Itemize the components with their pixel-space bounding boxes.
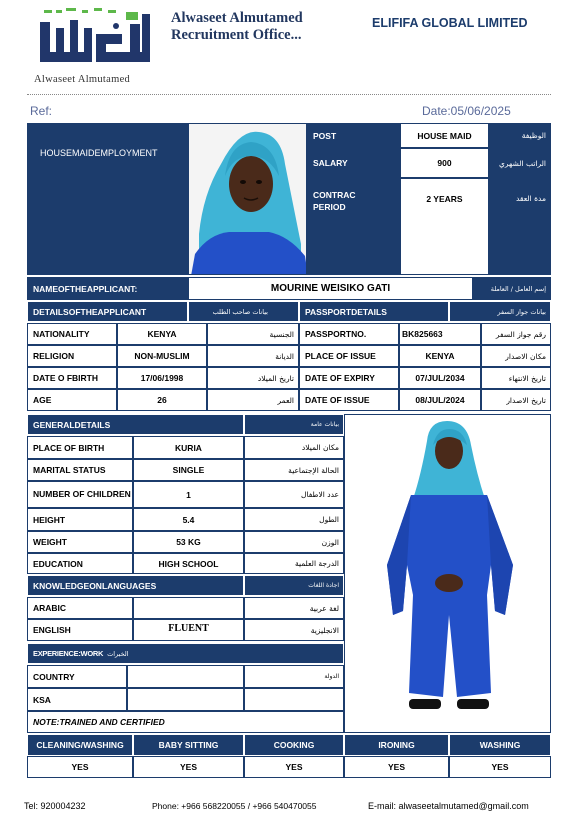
languages-header-ar-text: اجادة اللغات <box>308 582 339 589</box>
contract-value-text: 2 YEARS <box>426 194 463 204</box>
general-header-ar <box>244 414 344 435</box>
language-arabic-value <box>133 597 244 619</box>
contract-label <box>307 178 400 275</box>
detail-label: AGE <box>27 389 117 411</box>
passport-label: PLACE OF ISSUE <box>299 345 399 367</box>
logo-text: Alwaseet Almutamed <box>34 74 131 85</box>
general-label: PLACE OF BIRTH <box>27 436 133 459</box>
detail-ar: العمر <box>207 389 299 411</box>
language-english-value: FLUENT <box>133 619 244 641</box>
experience-ksa-label: KSA <box>27 688 127 711</box>
experience-country-ar: الدولة <box>244 665 344 688</box>
skill-name: WASHING <box>449 734 551 756</box>
passport-label: DATE OF ISSUE <box>299 389 399 411</box>
languages-header: KNOWLEDGEONLANGUAGES <box>27 575 244 596</box>
general-ar: الوزن <box>244 531 344 553</box>
detail-value: 17/06/1998 <box>117 367 207 389</box>
footer-phone: Phone: +966 568220055 / +966 540470055 <box>152 801 317 811</box>
applicant-name-ar: إسم العامل / العاملة <box>473 277 551 300</box>
passport-label: DATE OF EXPIRY <box>299 367 399 389</box>
company-name-line2: Recruitment Office... <box>171 27 302 43</box>
post-ar: الوظيفة <box>489 123 551 148</box>
passport-value: KENYA <box>399 345 481 367</box>
contract-ar-text: مدة العقد <box>516 194 546 203</box>
skill-value: YES <box>133 756 244 778</box>
header-divider <box>27 94 551 95</box>
general-ar: عدد الاطفال <box>244 481 344 508</box>
title-block <box>27 123 188 275</box>
experience-country-value <box>127 665 244 688</box>
general-value: 53 KG <box>133 531 244 553</box>
experience-ksa-ar <box>244 688 344 711</box>
experience-header-ar: الخبرات <box>107 649 129 658</box>
general-ar: مكان الميلاد <box>244 436 344 459</box>
experience-country-label: COUNTRY <box>27 665 127 688</box>
detail-label: RELIGION <box>27 345 117 367</box>
detail-label: DATE O FBIRTH <box>27 367 117 389</box>
ref-label: Ref: <box>30 104 53 118</box>
detail-value: KENYA <box>117 323 207 345</box>
detail-value: 26 <box>117 389 207 411</box>
skill-name: COOKING <box>244 734 344 756</box>
general-label: NUMBER OF CHILDREN <box>27 481 133 508</box>
passport-label: PASSPORTNO. <box>299 323 399 345</box>
details-header-right: PASSPORTDETAILS <box>299 301 449 322</box>
footer-tel: Tel: 920004232 <box>24 801 86 811</box>
experience-note: NOTE:TRAINED AND CERTIFIED <box>27 711 344 733</box>
skill-value: YES <box>449 756 551 778</box>
general-value: 1 <box>133 481 244 508</box>
details-header-left-ar <box>188 301 299 322</box>
language-arabic-label: ARABIC <box>27 597 133 619</box>
date-label: Date:05/06/2025 <box>422 104 511 118</box>
detail-label: NATIONALITY <box>27 323 117 345</box>
passport-ar: رقم جواز السفر <box>481 323 551 345</box>
passport-value: 08/JUL/2024 <box>399 389 481 411</box>
contract-ar <box>489 178 551 275</box>
company-name <box>171 10 341 44</box>
contract-label-text: CONTRAC PERIOD <box>313 190 356 212</box>
logo-mark-icon <box>34 6 159 68</box>
general-value: 5.4 <box>133 508 244 531</box>
skill-name: CLEANING/WASHING <box>27 734 133 756</box>
language-english-label: ENGLISH <box>27 619 133 641</box>
general-label: EDUCATION <box>27 553 133 574</box>
contract-value <box>400 178 489 275</box>
skill-name: BABY SITTING <box>133 734 244 756</box>
passport-value: 07/JUL/2034 <box>399 367 481 389</box>
skill-name: IRONING <box>344 734 449 756</box>
passport-ar: تاريخ الانتهاء <box>481 367 551 389</box>
general-ar: الطول <box>244 508 344 531</box>
general-label: HEIGHT <box>27 508 133 531</box>
general-label: MARITAL STATUS <box>27 459 133 481</box>
post-value: HOUSE MAID <box>400 123 489 148</box>
details-header-right-ar <box>449 301 551 322</box>
passport-ar: مكان الاصدار <box>481 345 551 367</box>
language-arabic-ar: لغة عربية <box>244 597 344 619</box>
detail-value: NON-MUSLIM <box>117 345 207 367</box>
post-label: POST <box>307 123 400 148</box>
detail-ar: تاريخ الميلاد <box>207 367 299 389</box>
experience-ksa-value <box>127 688 244 711</box>
skill-value: YES <box>27 756 133 778</box>
skill-value: YES <box>244 756 344 778</box>
general-value: SINGLE <box>133 459 244 481</box>
details-header-left: DETAILSOFTHEAPPLICANT <box>27 301 188 322</box>
skill-value: YES <box>344 756 449 778</box>
form-title: HOUSEMAIDEMPLOYMENT <box>40 148 158 158</box>
logo <box>34 6 159 85</box>
language-english-ar: الانجليزية <box>244 619 344 641</box>
general-ar: الحالة الإجتماعية <box>244 459 344 481</box>
general-label: WEIGHT <box>27 531 133 553</box>
experience-header <box>27 643 344 664</box>
applicant-name-value: MOURINE WEISIKO GATI <box>188 277 473 300</box>
general-ar: الدرجة العلمية <box>244 553 344 574</box>
passport-ar: تاريخ الاصدار <box>481 389 551 411</box>
general-value: KURIA <box>133 436 244 459</box>
general-header-ar-text: بيانات عامة <box>310 421 339 428</box>
details-header-right-ar-text: بيانات جواز السفر <box>497 307 546 316</box>
experience-header-text: EXPERIENCE:WORK <box>33 649 104 658</box>
salary-value: 900 <box>400 148 489 178</box>
general-header: GENERALDETAILS <box>27 414 244 435</box>
salary-label: SALARY <box>307 148 400 178</box>
applicant-full-body-photo <box>344 414 551 733</box>
salary-ar: الراتب الشهري <box>489 148 551 178</box>
company-name-line1: Alwaseet Almutamed <box>171 10 303 26</box>
applicant-name-label: NAMEOFTHEAPPLICANT: <box>27 277 188 300</box>
agency-name: ELIFIFA GLOBAL LIMITED <box>372 16 528 30</box>
passport-value: BK825663 <box>399 323 481 345</box>
detail-ar: الديانة <box>207 345 299 367</box>
applicant-portrait-photo <box>188 123 307 275</box>
detail-ar: الجنسية <box>207 323 299 345</box>
details-header-left-ar-text: بيانات صاحب الطلب <box>212 307 268 316</box>
general-value: HIGH SCHOOL <box>133 553 244 574</box>
languages-header-ar <box>244 575 344 596</box>
footer-email: E-mail: alwaseetalmutamed@gmail.com <box>368 801 529 811</box>
